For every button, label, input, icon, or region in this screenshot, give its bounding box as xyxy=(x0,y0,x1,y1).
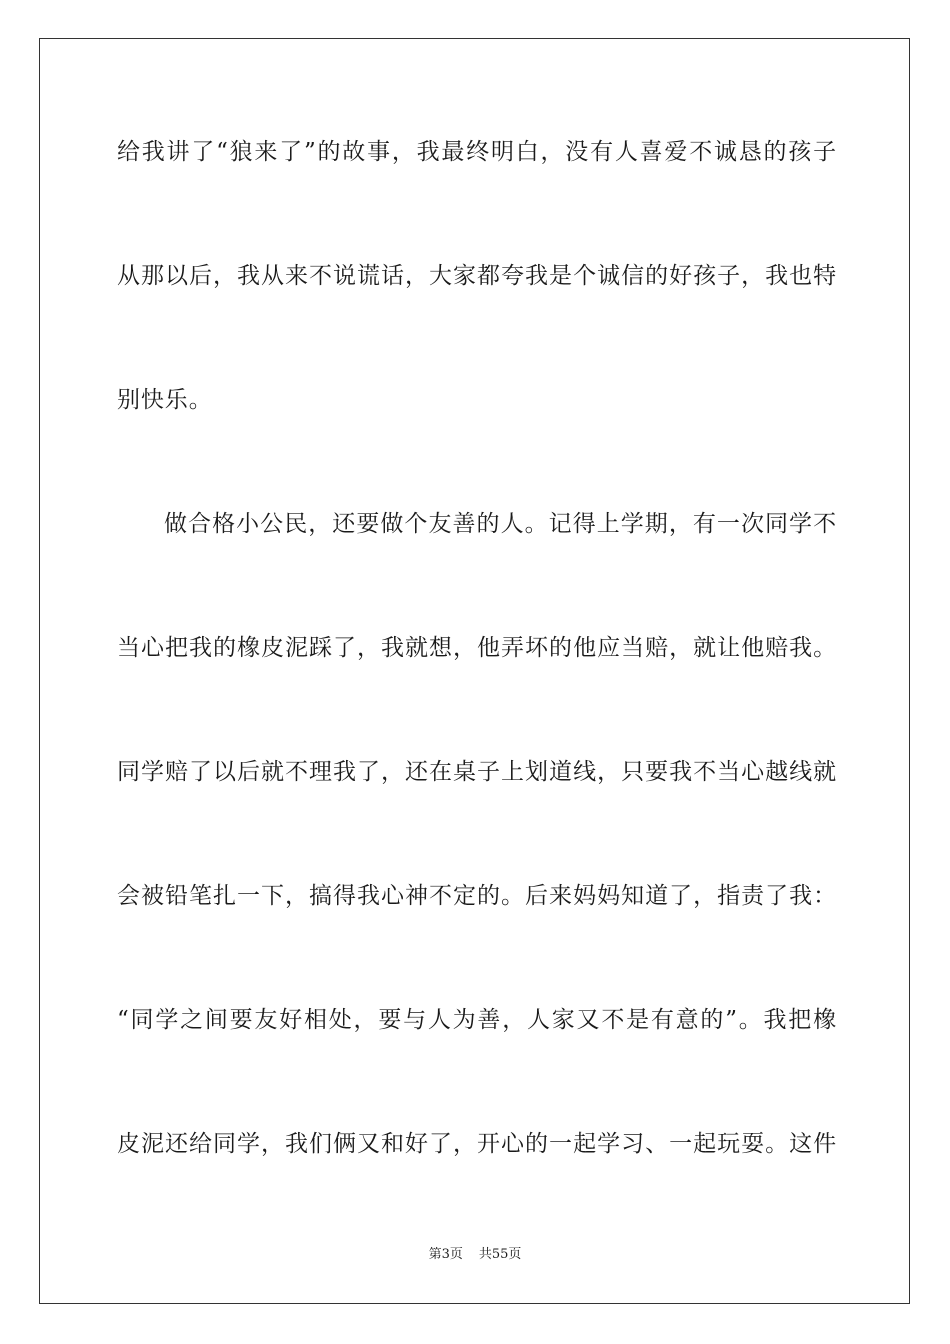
text-line-8: “同学之间要友好相处，要与人为善，人家又不是有意的”。我把橡 xyxy=(117,1007,837,1033)
text-line-4-paragraph-start: 做合格小公民，还要做个友善的人。记得上学期，有一次同学不 xyxy=(164,511,837,537)
text-line-6: 同学赔了以后就不理我了，还在桌子上划道线，只要我不当心越线就 xyxy=(117,759,837,785)
page-frame xyxy=(39,38,910,1304)
page-total: 共55页 xyxy=(478,1247,522,1262)
page-number: 第3页 xyxy=(428,1247,463,1262)
text-line-5: 当心把我的橡皮泥踩了，我就想，他弄坏的他应当赔，就让他赔我。 xyxy=(117,635,837,661)
text-line-1: 给我讲了“狼来了”的故事，我最终明白，没有人喜爱不诚恳的孩子 xyxy=(117,139,837,165)
page-footer xyxy=(0,1246,950,1264)
text-line-2: 从那以后，我从来不说谎话，大家都夸我是个诚信的好孩子，我也特 xyxy=(117,263,837,289)
text-line-9: 皮泥还给同学，我们俩又和好了，开心的一起学习、一起玩耍。这件 xyxy=(117,1131,837,1157)
text-line-7: 会被铅笔扎一下，搞得我心神不定的。后来妈妈知道了，指责了我： xyxy=(117,883,837,909)
text-line-3: 别快乐。 xyxy=(117,387,213,413)
